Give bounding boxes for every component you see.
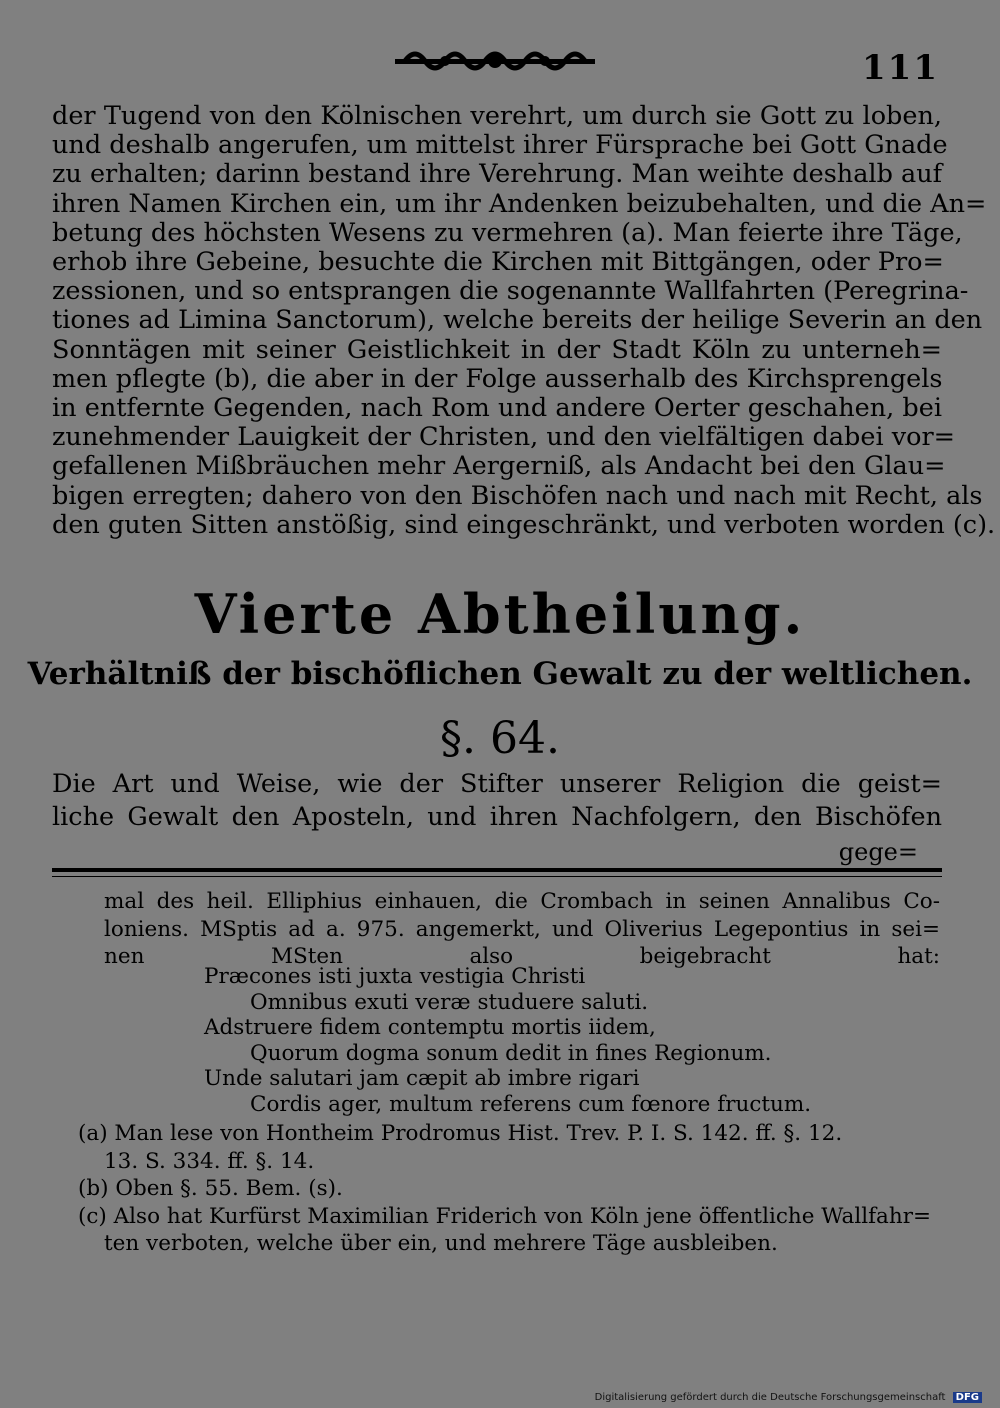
verse-line: Quorum dogma sonum dedit in fines Regionum. bbox=[250, 1040, 772, 1066]
note-continuation bbox=[104, 888, 940, 971]
text-line: betung des höchsten Wesens zu vermehren (a). Man feierte ihre Täge, bbox=[52, 217, 963, 248]
note-line: mal des heil. Elliphius einhauen, die Crombach in seinen Annalibus Co- bbox=[104, 889, 940, 914]
text-line: bigen erregten; dahero von den Bischöfen nach und nach mit Recht, als bbox=[52, 480, 983, 511]
text-line: gefallenen Mißbräuchen mehr Aergerniß, als Andacht bei den Glau= bbox=[52, 451, 946, 482]
footnote-line: (a) Man lese von Hontheim Prodromus Hist. Trev. P. I. S. 142. ff. §. 12. bbox=[78, 1121, 843, 1146]
note-line: nen MSten also beigebracht hat: bbox=[104, 944, 940, 969]
text-line: und deshalb angerufen, um mittelst ihrer Fürsprache bei Gott Gnade bbox=[52, 130, 948, 161]
note-line: loniens. MSptis ad a. 975. angemerkt, und Oliverius Legepontius in sei= bbox=[104, 916, 940, 942]
section-heading: Vierte Abtheilung. bbox=[194, 582, 806, 646]
footnote-rule-thin bbox=[52, 876, 942, 877]
footnote-line: 13. S. 334. ff. §. 14. bbox=[104, 1148, 315, 1174]
text-line: tiones ad Limina Sanctorum), welche bereits der heilige Severin an den bbox=[52, 305, 983, 336]
paragraph-number: §. 64. bbox=[440, 713, 560, 764]
latin-verse bbox=[0, 964, 811, 1117]
text-line: ihren Namen Kirchen ein, um ihr Andenken beizubehalten, und die An= bbox=[52, 188, 987, 219]
digitization-credit bbox=[595, 1392, 982, 1403]
catchword: gege= bbox=[838, 838, 918, 866]
header-ornament bbox=[395, 44, 595, 78]
dfg-logo: DFG bbox=[953, 1392, 982, 1403]
footnotes bbox=[78, 1120, 942, 1258]
body-text bbox=[52, 101, 996, 540]
text-line: zu erhalten; darinn bestand ihre Verehrung. Man weihte deshalb auf bbox=[52, 159, 943, 190]
verse-line: Adstruere fidem contemptu mortis iidem, bbox=[204, 1015, 656, 1040]
verse-line: Omnibus exuti veræ studuere saluti. bbox=[250, 989, 649, 1015]
credit-text: Digitalisierung gefördert durch die Deutsche Forschungsgemeinschaft bbox=[594, 1392, 946, 1403]
text-line: erhob ihre Gebeine, besuchte die Kirchen mit Bittgängen, oder Pro= bbox=[52, 247, 944, 278]
verse-line: Præcones isti juxta vestigia Christi bbox=[204, 964, 586, 989]
paragraph-text bbox=[52, 768, 942, 834]
text-line: men pflegte (b), die aber in der Folge ausserhalb des Kirchsprengels bbox=[52, 363, 943, 394]
text-line: Sonntägen mit seiner Geistlichkeit in der Stadt Köln zu unterneh= bbox=[52, 334, 942, 365]
footnote-line: (c) Also hat Kurfürst Maximilian Friderich von Köln jene öffentliche Wallfahr= bbox=[78, 1203, 931, 1229]
text-line: der Tugend von den Kölnischen verehrt, um durch sie Gott zu loben, bbox=[52, 101, 942, 131]
text-line: den guten Sitten anstößig, sind eingeschränkt, und verboten worden (c). bbox=[52, 509, 996, 540]
text-line: in entfernte Gegenden, nach Rom und andere Oerter geschahen, bei bbox=[52, 393, 942, 424]
text-line: liche Gewalt den Aposteln, und ihren Nachfolgern, den Bischöfen bbox=[52, 802, 942, 832]
footnote-line: (b) Oben §. 55. Bem. (s). bbox=[78, 1176, 343, 1201]
footnote-rule bbox=[52, 868, 942, 872]
verse-line: Cordis ager, multum referens cum fœnore fructum. bbox=[250, 1091, 812, 1117]
verse-line: Unde salutari jam cæpit ab imbre rigari bbox=[204, 1066, 640, 1091]
text-line: Die Art und Weise, wie der Stifter unserer Religion die geist= bbox=[52, 769, 942, 799]
footnote-line: ten verboten, welche über ein, und mehrere Täge ausbleiben. bbox=[104, 1231, 778, 1256]
page-number: 111 bbox=[862, 48, 939, 88]
section-subheading: Verhältniß der bischöflichen Gewalt zu der weltlichen. bbox=[27, 656, 973, 692]
text-line: zessionen, und so entsprangen die sogenannte Wallfahrten (Peregrina- bbox=[52, 276, 969, 307]
text-line: zunehmender Lauigkeit der Christen, und den vielfältigen dabei vor= bbox=[52, 422, 956, 453]
